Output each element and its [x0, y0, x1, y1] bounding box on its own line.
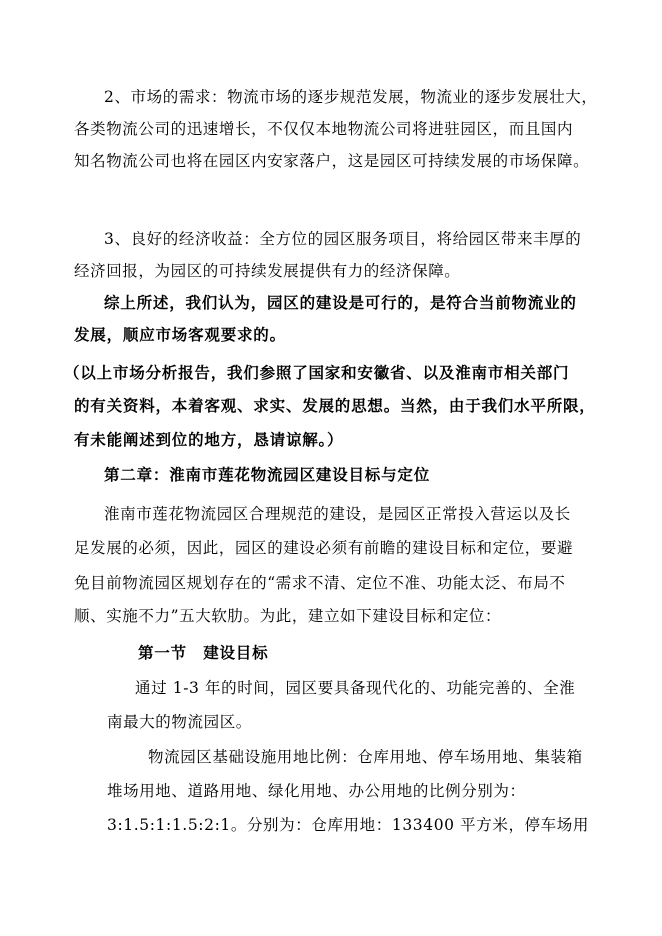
ratio-line-2: 堆场用地、道路用地、绿化用地、办公用地的比例分别为： — [107, 782, 526, 800]
chapter-heading: 第二章：淮南市莲花物流园区建设目标与定位 — [104, 466, 431, 484]
intro-line-1: 淮南市莲花物流园区合理规范的建设，是园区正常投入营运以及长 — [104, 505, 571, 523]
goal-line-2: 南最大的物流园区。 — [107, 713, 252, 731]
economic-benefit-line-2: 经济回报，为园区的可持续发展提供有力的经济保障。 — [74, 262, 461, 280]
note-line-1: （以上市场分析报告，我们参照了国家和安徽省、以及淮南市相关部门 — [64, 364, 570, 382]
goal-line-1: 通过 1-3 年的时间，园区要具备现代化的、功能完善的、全淮 — [135, 679, 576, 697]
market-demand-line-2: 各类物流公司的迅速增长，不仅仅本地物流公司将进驻园区，而且国内 — [74, 120, 574, 138]
note-line-3: 有未能阐述到位的地方，恳请谅解。） — [74, 431, 344, 449]
intro-line-3: 免目前物流园区规划存在的“需求不清、定位不准、功能太泛、布局不 — [74, 574, 566, 592]
note-line-2: 的有关资料，本着客观、求实、发展的思想。当然，由于我们水平所限， — [74, 397, 596, 415]
section-heading: 第一节 建设目标 — [138, 644, 269, 662]
ratio-line-3: 3:1.5:1:1.5:2:1。分别为：仓库用地：133400 平方米，停车场用 — [107, 816, 589, 834]
summary-line-2: 发展，顺应市场客观要求的。 — [74, 326, 286, 344]
summary-line-1: 综上所述，我们认为，园区的建设是可行的，是符合当前物流业的 — [104, 294, 577, 312]
intro-line-4: 顺、实施不力”五大软肋。为此，建立如下建设目标和定位： — [74, 607, 502, 625]
economic-benefit-line-1: 3、良好的经济收益：全方位的园区服务项目，将给园区带来丰厚的 — [104, 230, 582, 248]
market-demand-line-3: 知名物流公司也将在园区内安家落户，这是园区可持续发展的市场保障。 — [74, 152, 590, 170]
market-demand-line-1: 2、市场的需求：物流市场的逐步规范发展，物流业的逐步发展壮大， — [104, 88, 598, 106]
intro-line-2: 足发展的必须，因此，园区的建设必须有前瞻的建设目标和定位，要避 — [74, 539, 574, 557]
ratio-line-1: 物流园区基础设施用地比例：仓库用地、停车场用地、集装箱 — [148, 748, 583, 766]
